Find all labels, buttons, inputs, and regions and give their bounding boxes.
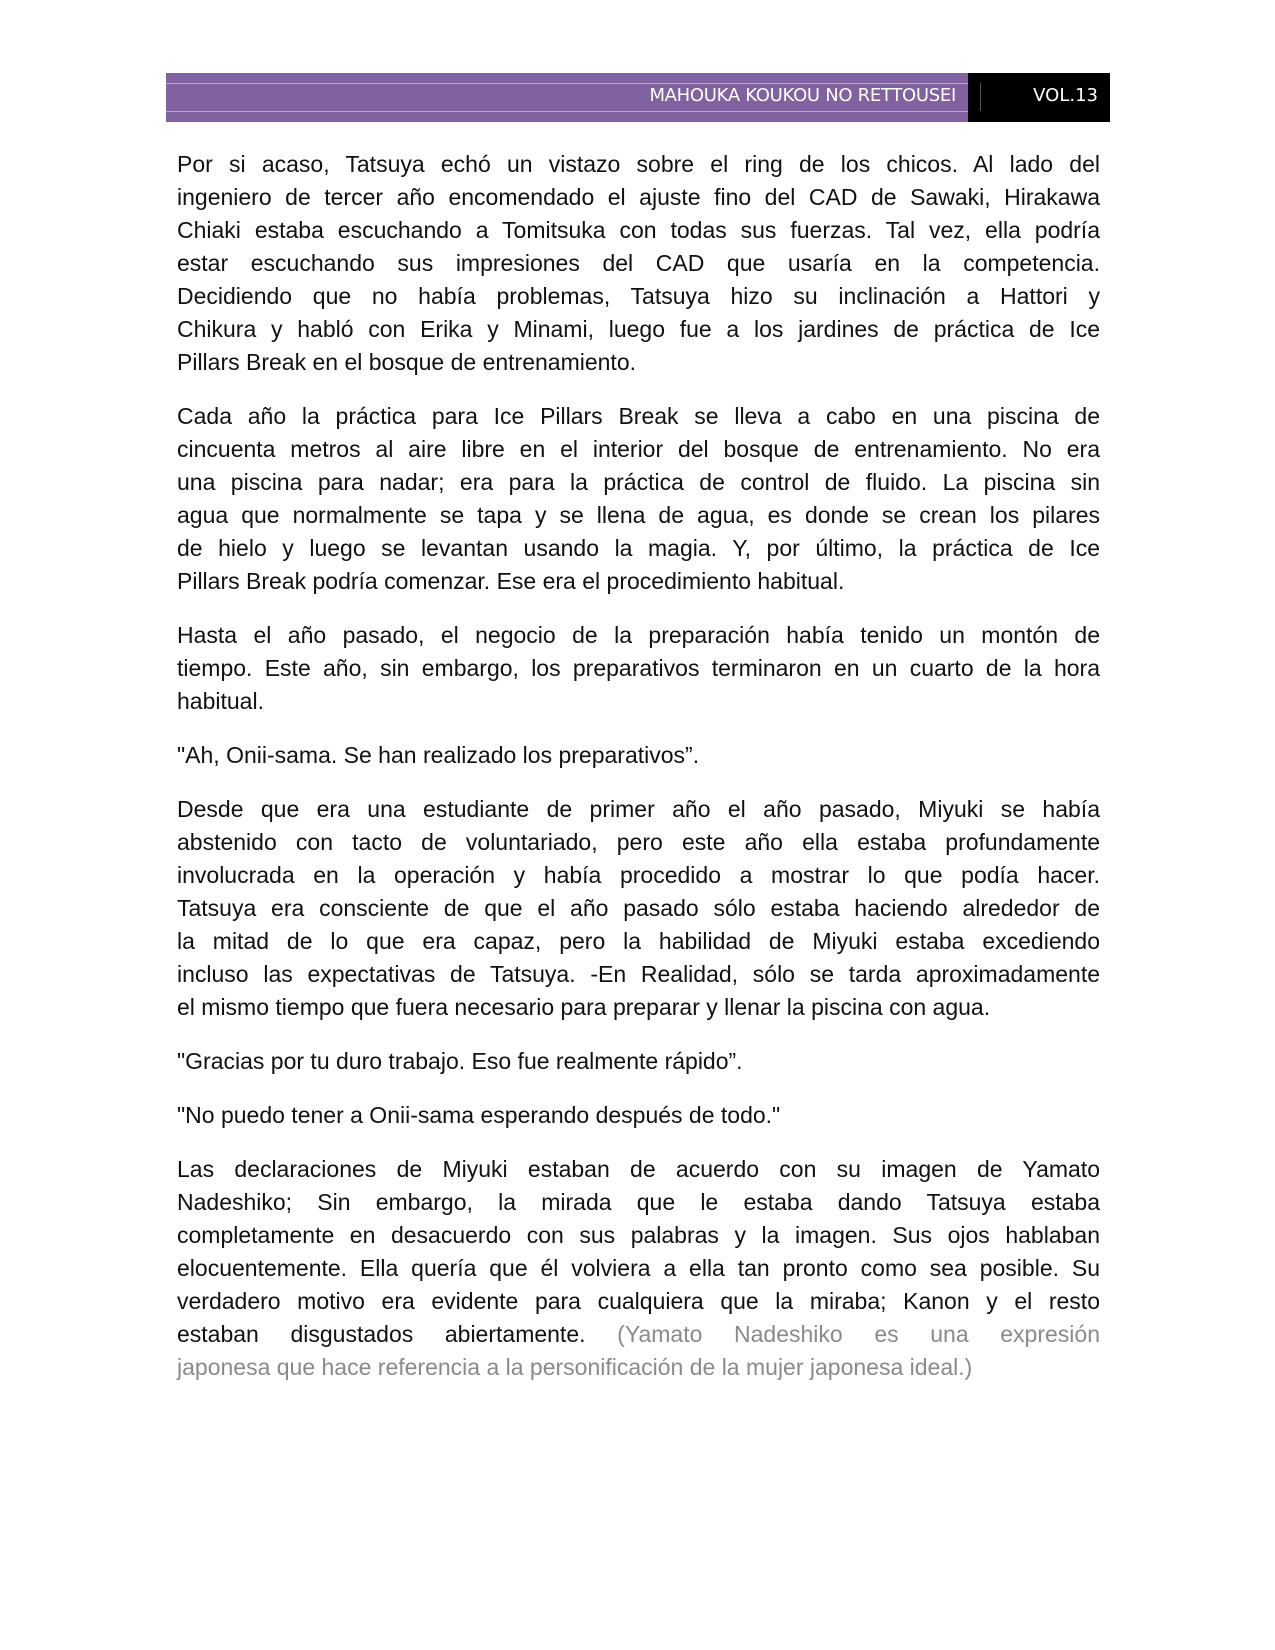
text-line: cincuenta metros al aire libre en el interior del bosque de entrenamiento. No era [177,436,1100,462]
volume-label: VOL.13 [1033,85,1098,106]
text-line: involucrada en la operación y había procedido a mostrar lo que podía hacer. [177,862,1100,888]
text-line: una piscina para nadar; era para la práctica de control de fluido. La piscina sin [177,469,1100,495]
paragraph-gap [177,598,1100,619]
text-line: Por si acaso, Tatsuya echó un vistazo sobre el ring de los chicos. Al lado del [177,151,1100,177]
series-title: MAHOUKA KOUKOU NO RETTOUSEI [649,85,956,106]
paragraph [177,793,1100,1024]
text-line: Desde que era una estudiante de primer año el año pasado, Miyuki se había [177,796,1100,822]
paragraph-gap [177,718,1100,739]
text-line: tiempo. Este año, sin embargo, los preparativos terminaron en un cuarto de la hora [177,655,1100,681]
text-line: "No puedo tener a Onii-sama esperando después de todo." [177,1102,781,1128]
paragraph-gap [177,379,1100,400]
text-line: de hielo y luego se levantan usando la magia. Y, por último, la práctica de Ice [177,535,1100,561]
text-line: completamente en desacuerdo con sus palabras y la imagen. Sus ojos hablaban [177,1222,1100,1248]
text-line: Chikura y habló con Erika y Minami, luego fue a los jardines de práctica de Ice [177,316,1100,342]
text-main: estaban disgustados abiertamente. [177,1321,586,1347]
text-line: la mitad de lo que era capaz, pero la habilidad de Miyuki estaba excediendo [177,928,1100,954]
translator-note: (Yamato Nadeshiko es una expresión [617,1321,1100,1347]
paragraph [177,619,1100,718]
paragraph [177,739,1100,772]
translator-note-line: japonesa que hace referencia a la personificación de la mujer japonesa ideal.) [177,1354,973,1380]
header-rule-bottom [166,111,968,112]
paragraph [177,148,1100,379]
text-line: Tatsuya era consciente de que el año pasado sólo estaba haciendo alrededor de [177,895,1100,921]
paragraphs [177,148,1100,1132]
header-title-band [166,73,968,122]
document-body [177,148,1100,1384]
text-line: agua que normalmente se tapa y se llena de agua, es donde se crean los pilares [177,502,1100,528]
text-line: Decidiendo que no había problemas, Tatsuya hizo su inclinación a Hattori y [177,283,1100,309]
header-rule-top [166,83,968,84]
text-line: habitual. [177,688,264,714]
paragraph [177,400,1100,598]
paragraph-gap [177,1078,1100,1099]
header-separator [980,83,981,111]
text-line: Nadeshiko; Sin embargo, la mirada que le estaba dando Tatsuya estaba [177,1189,1100,1215]
text-line-mixed [177,1318,1100,1351]
paragraph [177,1099,1100,1132]
text-line: Las declaraciones de Miyuki estaban de acuerdo con su imagen de Yamato [177,1156,1100,1182]
text-line: Pillars Break en el bosque de entrenamiento. [177,349,637,375]
text-line: "Gracias por tu duro trabajo. Eso fue realmente rápido”. [177,1048,743,1074]
text-line: estar escuchando sus impresiones del CAD que usaría en la competencia. [177,250,1100,276]
text-line: Cada año la práctica para Ice Pillars Break se lleva a cabo en una piscina de [177,403,1100,429]
text-line: verdadero motivo era evidente para cualquiera que la miraba; Kanon y el resto [177,1288,1100,1314]
text-line: abstenido con tacto de voluntariado, pero este año ella estaba profundamente [177,829,1100,855]
text-line: Chiaki estaba escuchando a Tomitsuka con todas sus fuerzas. Tal vez, ella podría [177,217,1100,243]
text-line: ingeniero de tercer año encomendado el ajuste fino del CAD de Sawaki, Hirakawa [177,184,1100,210]
paragraph [177,1153,1100,1384]
text-line: Pillars Break podría comenzar. Ese era el procedimiento habitual. [177,568,845,594]
text-line: el mismo tiempo que fuera necesario para preparar y llenar la piscina con agua. [177,994,991,1020]
paragraph [177,1045,1100,1078]
paragraph-gap [177,1024,1100,1045]
paragraph-gap [177,772,1100,793]
page-header [166,73,1110,122]
text-line: Hasta el año pasado, el negocio de la preparación había tenido un montón de [177,622,1100,648]
paragraph-gap [177,1132,1100,1153]
text-line: elocuentemente. Ella quería que él volviera a ella tan pronto como sea posible. Su [177,1255,1100,1281]
text-line: incluso las expectativas de Tatsuya. -En Realidad, sólo se tarda aproximadamente [177,961,1100,987]
header-volume-band [968,73,1110,122]
text-line: "Ah, Onii-sama. Se han realizado los preparativos”. [177,742,700,768]
